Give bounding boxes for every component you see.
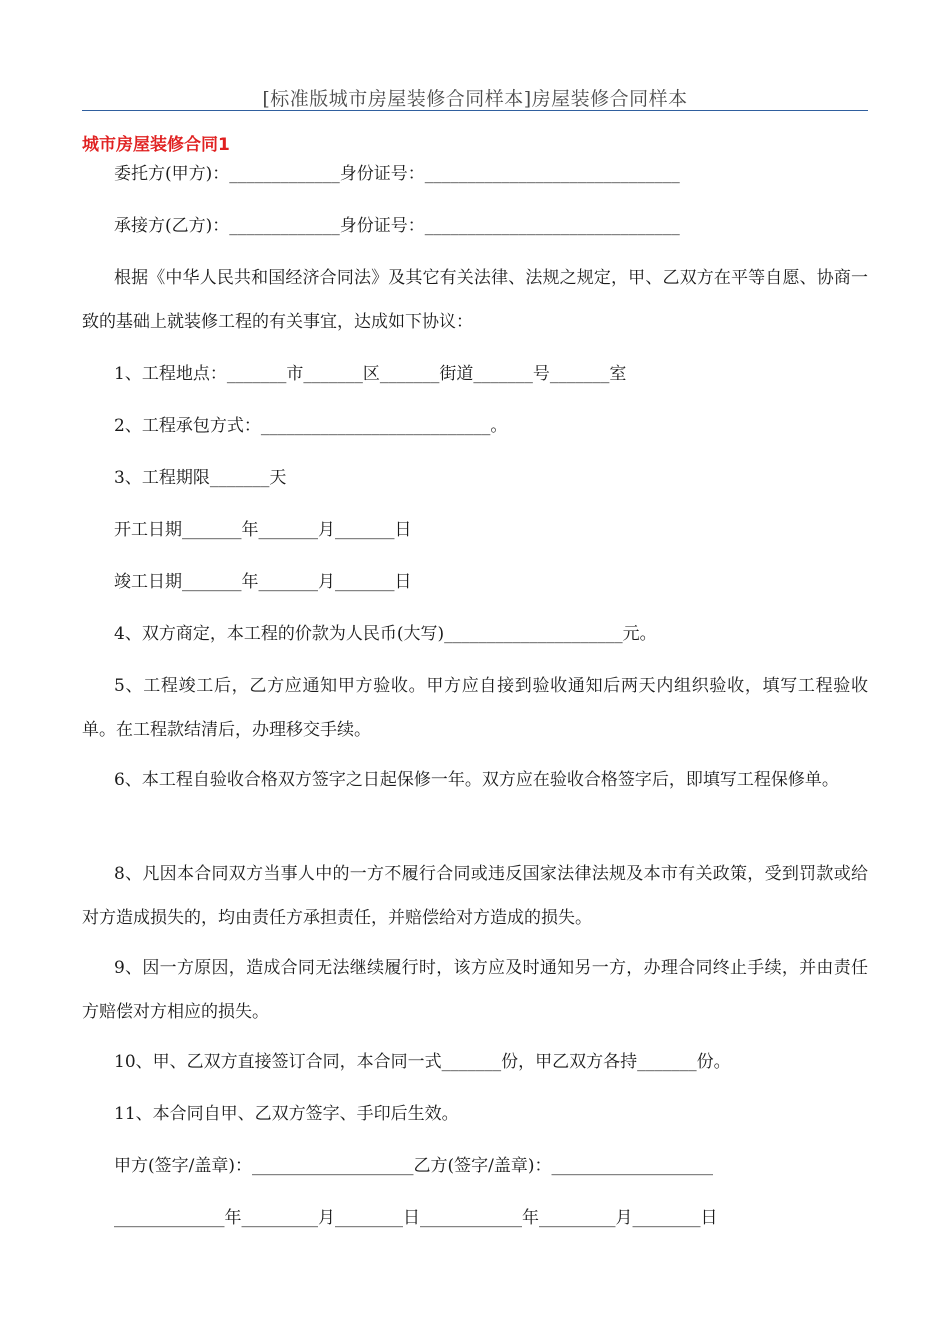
- clause-1-text: 1、工程地点：_______市_______区_______街道_______号_______室: [114, 364, 627, 384]
- clause-11-text: 11、本合同自甲、乙双方签字、手印后生效。: [114, 1104, 459, 1124]
- end-date-text: 竣工日期_______年_______月_______日: [114, 572, 412, 592]
- clause-9: 9、因一方原因，造成合同无法继续履行时，该方应及时通知另一方，办理合同终止手续，并由责任方赔偿对方相应的损失。: [82, 958, 868, 1022]
- clause-8: 8、凡因本合同双方当事人中的一方不履行合同或违反国家法律法规及本市有关政策，受到罚款或给对方造成损失的，均由责任方承担责任，并赔偿给对方造成的损失。: [82, 864, 868, 928]
- clause-1: [82, 352, 868, 396]
- clause-4: [82, 612, 868, 656]
- party-a-text: 委托方(甲方)：_____________身份证号：______________________________: [114, 164, 680, 184]
- clause-6: 6、本工程自验收合格双方签字之日起保修一年。双方应在验收合格签字后，即填写工程保修单。: [114, 770, 839, 790]
- signature-text: 甲方(签字/盖章)：___________________乙方(签字/盖章)：___________________: [114, 1156, 713, 1176]
- header-divider: [82, 110, 868, 111]
- start-date-text: 开工日期_______年_______月_______日: [114, 520, 412, 540]
- clause-10: [82, 1040, 868, 1084]
- clause-2-text: 2、工程承包方式：___________________________。: [114, 416, 508, 436]
- party-b-line: [82, 204, 868, 248]
- clause-5: 5、工程竣工后，乙方应通知甲方验收。甲方应自接到验收通知后两天内组织验收，填写工程验收单。在工程款结清后，办理移交手续。: [82, 676, 868, 740]
- party-b-text: 承接方(乙方)：_____________身份证号：______________________________: [114, 216, 680, 236]
- clause-11: [82, 1092, 868, 1136]
- clause-3-text: 3、工程期限_______天: [114, 468, 287, 488]
- signature-dates-line: [82, 1196, 868, 1240]
- end-date-line: [82, 560, 868, 604]
- contract-title: 城市房屋装修合同1: [82, 135, 230, 155]
- party-a-line: [82, 152, 868, 196]
- preamble-paragraph: 根据《中华人民共和国经济合同法》及其它有关法律、法规之规定，甲、乙双方在平等自愿、协商一致的基础上就装修工程的有关事宜，达成如下协议：: [82, 268, 868, 332]
- clause-4-text: 4、双方商定，本工程的价款为人民币(大写)_____________________元。: [114, 624, 657, 644]
- clause-3: [82, 456, 868, 500]
- page-header-title: [标准版城市房屋装修合同样本]房屋装修合同样本: [262, 88, 688, 110]
- start-date-line: [82, 508, 868, 552]
- clause-10-text: 10、甲、乙双方直接签订合同，本合同一式_______份，甲乙双方各持_______份。: [114, 1052, 731, 1072]
- signature-line: [82, 1144, 868, 1188]
- clause-2: [82, 404, 868, 448]
- signature-dates-text: _____________年_________月________日____________年_________月________日: [114, 1208, 718, 1228]
